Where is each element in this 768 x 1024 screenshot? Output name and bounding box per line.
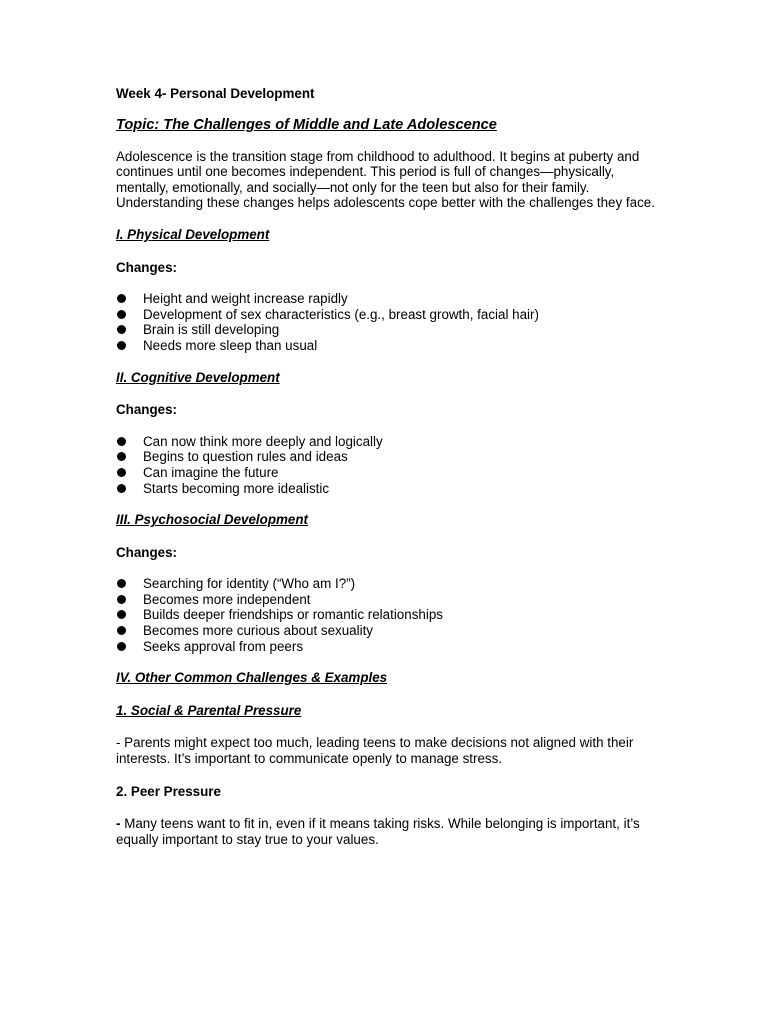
paragraph-peer	[116, 816, 656, 847]
bullet-icon	[117, 595, 126, 604]
list-item: Becomes more independent	[116, 592, 656, 608]
document-content	[116, 86, 656, 847]
changes-label-physical: Changes:	[116, 259, 178, 275]
bullet-icon	[117, 294, 126, 303]
bullet-icon	[117, 437, 126, 446]
list-item: Can now think more deeply and logically	[116, 434, 656, 450]
bullet-icon	[117, 468, 126, 477]
section-heading-psychosocial: III. Psychosocial Development	[116, 512, 309, 528]
bullet-icon	[117, 579, 126, 588]
list-item: Seeks approval from peers	[116, 639, 656, 655]
paragraph-social: - Parents might expect too much, leading teens to make decisions not aligned with their interests. It’s important to communicate openly to manage stress.	[116, 735, 634, 767]
list-item: Becomes more curious about sexuality	[116, 623, 656, 639]
list-item: Searching for identity (“Who am I?”)	[116, 576, 656, 592]
bullet-icon	[117, 610, 126, 619]
list-item: Builds deeper friendships or romantic relationships	[116, 607, 656, 623]
list-item: Can imagine the future	[116, 465, 656, 481]
sub-heading-social: 1. Social & Parental Pressure	[116, 702, 302, 718]
bullet-icon	[117, 452, 126, 461]
bullet-icon	[117, 626, 126, 635]
list-item: Needs more sleep than usual	[116, 338, 656, 354]
list-item: Starts becoming more idealistic	[116, 481, 656, 497]
bullet-icon	[117, 310, 126, 319]
bullet-list-cognitive	[116, 434, 656, 496]
dash-mark: -	[116, 816, 121, 832]
bullet-list-psychosocial	[116, 576, 656, 654]
bullet-icon	[117, 642, 126, 651]
bullet-icon	[117, 341, 126, 350]
topic-title: Topic: The Challenges of Middle and Late Adolescence	[116, 116, 497, 133]
intro-paragraph: Adolescence is the transition stage from childhood to adulthood. It begins at puberty and continues until one becomes independent. This period is full of changes—physically, mentally, emotionally, and socially—not only for the teen but also for their family. Understanding these changes helps adolescents cope better with the challenges they face.	[116, 148, 655, 211]
list-item: Height and weight increase rapidly	[116, 291, 656, 307]
changes-label-cognitive: Changes:	[116, 402, 178, 418]
section-heading-physical: I. Physical Development	[116, 226, 270, 242]
section-heading-cognitive: II. Cognitive Development	[116, 369, 280, 385]
changes-label-psychosocial: Changes:	[116, 544, 178, 560]
paragraph-peer-text: Many teens want to fit in, even if it means taking risks. While belonging is important, it’s equally important to stay true to your values.	[116, 816, 640, 847]
list-item: Brain is still developing	[116, 322, 656, 338]
bullet-list-physical	[116, 291, 656, 353]
section-heading-other: IV. Other Common Challenges & Examples	[116, 670, 388, 686]
bullet-icon	[117, 484, 126, 493]
bullet-icon	[117, 325, 126, 334]
week-title: Week 4- Personal Development	[116, 86, 315, 101]
list-item: Begins to question rules and ideas	[116, 449, 656, 465]
list-item: Development of sex characteristics (e.g., breast growth, facial hair)	[116, 307, 656, 323]
sub-heading-peer: 2. Peer Pressure	[116, 783, 221, 799]
